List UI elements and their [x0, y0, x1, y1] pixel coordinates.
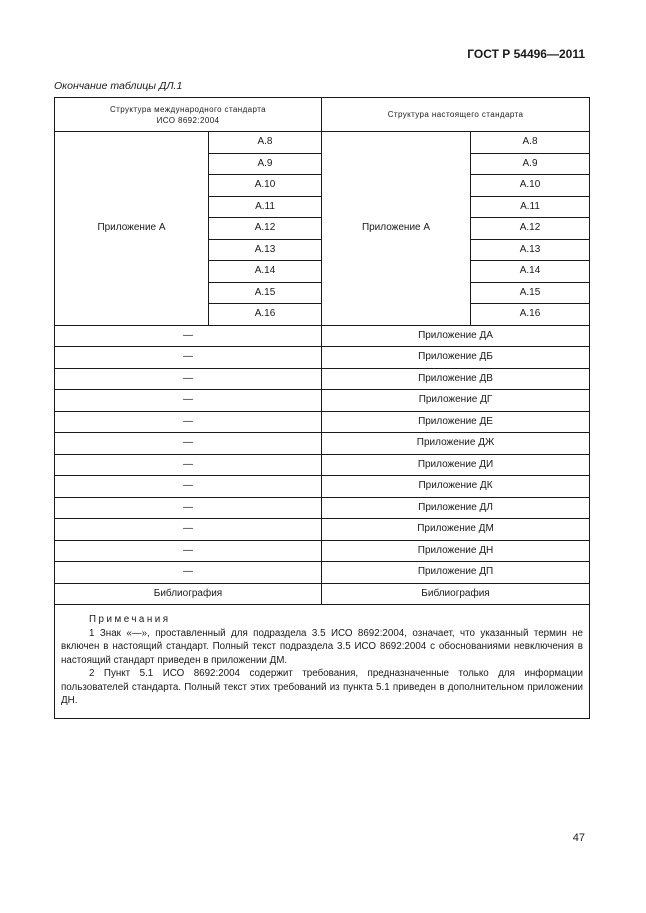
group-item-left: А.9	[209, 153, 322, 175]
group-item-left: А.8	[209, 132, 322, 154]
row-right-cell: Библиография	[322, 583, 590, 605]
row-left-cell: —	[55, 540, 322, 562]
row-left-cell: —	[55, 497, 322, 519]
row-left-cell: —	[55, 368, 322, 390]
row-right-cell: Приложение ДМ	[322, 519, 590, 541]
row-left-cell: —	[55, 433, 322, 455]
header-this-standard: Структура настоящего стандарта	[322, 98, 590, 132]
table-header-row	[55, 98, 590, 132]
row-right-cell: Приложение ДП	[322, 562, 590, 584]
table-row	[55, 454, 590, 476]
page-number: 47	[572, 832, 585, 844]
group-item-left: А.13	[209, 239, 322, 261]
header-international-standard	[55, 98, 322, 132]
table-row	[55, 540, 590, 562]
table-row	[55, 562, 590, 584]
table-row	[55, 390, 590, 412]
table-row	[55, 433, 590, 455]
row-left-cell: —	[55, 347, 322, 369]
notes-cell	[55, 605, 590, 719]
group-item-right: А.8	[471, 132, 590, 154]
row-right-cell: Приложение ДГ	[322, 390, 590, 412]
table-row	[55, 583, 590, 605]
row-right-cell: Приложение ДЕ	[322, 411, 590, 433]
group-item-left: А.16	[209, 304, 322, 326]
group-item-right: А.11	[471, 196, 590, 218]
table-caption: Окончание таблицы ДЛ.1	[54, 80, 183, 92]
group-item-right: А.15	[471, 282, 590, 304]
group-item-right: А.9	[471, 153, 590, 175]
row-right-cell: Приложение ДА	[322, 325, 590, 347]
table-row	[55, 497, 590, 519]
group-item-right: А.16	[471, 304, 590, 326]
table-row	[55, 476, 590, 498]
row-right-cell: Приложение ДН	[322, 540, 590, 562]
group-item-left: А.14	[209, 261, 322, 283]
row-right-cell: Приложение ДЖ	[322, 433, 590, 455]
table-row	[55, 132, 590, 154]
table-row	[55, 519, 590, 541]
structure-comparison-table	[54, 97, 590, 719]
group-item-left: А.15	[209, 282, 322, 304]
group-label-left: Приложение А	[55, 132, 209, 326]
row-right-cell: Приложение ДБ	[322, 347, 590, 369]
notes-row	[55, 605, 590, 719]
row-right-cell: Приложение ДВ	[322, 368, 590, 390]
header-left-line-1: Структура международного стандарта	[109, 104, 267, 114]
table-row	[55, 325, 590, 347]
row-right-cell: Приложение ДЛ	[322, 497, 590, 519]
group-item-left: А.12	[209, 218, 322, 240]
row-left-cell: —	[55, 325, 322, 347]
group-item-right: А.13	[471, 239, 590, 261]
row-left-cell: —	[55, 562, 322, 584]
group-item-left: А.11	[209, 196, 322, 218]
row-left-cell: —	[55, 476, 322, 498]
row-left-cell: —	[55, 454, 322, 476]
row-left-cell: —	[55, 390, 322, 412]
notes-title: Примечания	[89, 614, 171, 625]
header-left-line-2: ИСО 8692:2004	[156, 115, 220, 125]
row-left-cell: Библиография	[55, 583, 322, 605]
group-item-right: А.12	[471, 218, 590, 240]
group-item-right: А.10	[471, 175, 590, 197]
group-item-right: А.14	[471, 261, 590, 283]
row-right-cell: Приложение ДИ	[322, 454, 590, 476]
row-left-cell: —	[55, 519, 322, 541]
note-item: 1 Знак «—», проставленный для подраздела 3.5 ИСО 8692:2004, означает, что указанный термин не включен в настоящий стандарт. Полный текст подраздела 3.5 ИСО 8692:2004 с обоснованиями невключения в настоящий стандарт приведен в приложении ДМ.	[61, 627, 584, 666]
table-row	[55, 368, 590, 390]
row-right-cell: Приложение ДК	[322, 476, 590, 498]
document-code: ГОСТ Р 54496—2011	[467, 47, 585, 61]
row-left-cell: —	[55, 411, 322, 433]
note-item: 2 Пункт 5.1 ИСО 8692:2004 содержит требования, предназначенные только для информации пользователей стандарта. Полный текст этих требований из пункта 5.1 приведен в дополнительном приложении ДН.	[61, 668, 584, 706]
group-item-left: А.10	[209, 175, 322, 197]
group-label-right: Приложение А	[322, 132, 471, 326]
table-row	[55, 347, 590, 369]
table-row	[55, 411, 590, 433]
